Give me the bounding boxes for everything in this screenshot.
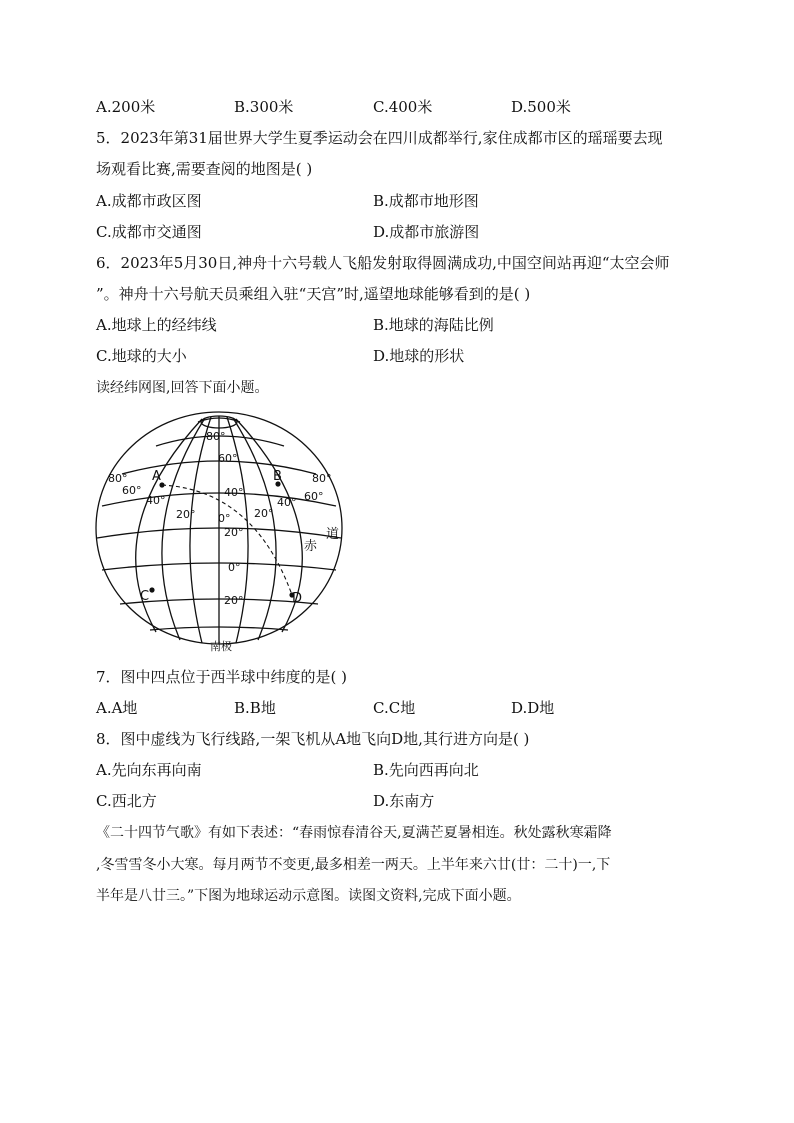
q6-option-b: B.地球的海陆比例 bbox=[373, 316, 494, 334]
q8-option-b: B.先向西再向北 bbox=[373, 761, 479, 779]
q5-stem-line2: 场观看比赛,需要查阅的地图是( ) bbox=[96, 160, 313, 178]
point-c-label: C bbox=[140, 589, 150, 604]
left-lon-80: 80° bbox=[108, 472, 128, 485]
lon-label-0: 0° bbox=[218, 512, 231, 525]
lat-label-20n: 20° bbox=[224, 526, 244, 539]
meridian-line bbox=[190, 417, 211, 643]
q8-stem: 8．图中虚线为飞行线路,一架飞机从A地飞向D地,其行进方向是( ) bbox=[96, 730, 530, 748]
equator-char-2: 道 bbox=[326, 527, 340, 542]
lat-label-80: 80° bbox=[206, 430, 226, 443]
q6-option-c: C.地球的大小 bbox=[96, 347, 187, 365]
right-lon-60: 60° bbox=[304, 490, 324, 503]
q7-option-c: C.C地 bbox=[373, 699, 416, 717]
lat-label-equator: 0° bbox=[228, 561, 241, 574]
point-a-label: A bbox=[152, 469, 161, 484]
right-lon-40: 40° bbox=[277, 496, 297, 509]
passage-line1: 《二十四节气歌》有如下表述：“春雨惊春清谷天,夏满芒夏暑相连。秋处露秋寒霜降 bbox=[96, 825, 612, 841]
equator-char-1: 赤 bbox=[304, 539, 318, 554]
q7-option-a: A.A地 bbox=[96, 699, 138, 717]
q7-option-b: B.B地 bbox=[234, 699, 276, 717]
q5-option-c: C.成都市交通图 bbox=[96, 223, 202, 241]
left-lon-20: 20° bbox=[176, 508, 196, 521]
right-lon-80: 80° bbox=[312, 472, 332, 485]
passage-line3: 半年是八廿三。”下图为地球运动示意图。读图文资料,完成下面小题。 bbox=[96, 888, 521, 904]
point-b-label: B bbox=[273, 469, 282, 484]
lat-label-60: 60° bbox=[218, 452, 238, 465]
globe-figure bbox=[94, 410, 346, 654]
q4-option-d: D.500米 bbox=[511, 98, 571, 116]
lat-label-40: 40° bbox=[224, 486, 244, 499]
q4-option-c: C.400米 bbox=[373, 98, 433, 116]
point-d-label: D bbox=[292, 591, 303, 606]
left-lon-40: 40° bbox=[146, 494, 166, 507]
q5-option-b: B.成都市地形图 bbox=[373, 192, 479, 210]
passage-line2: ,冬雪雪冬小大寒。每月两节不变更,最多相差一两天。上半年来六廿(廿：二十)一,下 bbox=[96, 857, 611, 873]
south-pole-label: 南极 bbox=[210, 640, 232, 653]
q5-option-a: A.成都市政区图 bbox=[96, 192, 202, 210]
q6-option-d: D.地球的形状 bbox=[373, 347, 465, 365]
q8-option-c: C.西北方 bbox=[96, 792, 157, 810]
point-c-dot bbox=[149, 587, 154, 592]
flight-path bbox=[162, 485, 292, 595]
lat-label-20s: 20° bbox=[224, 594, 244, 607]
q7-option-d: D.D地 bbox=[511, 699, 555, 717]
q6-option-a: A.地球上的经纬线 bbox=[96, 316, 217, 334]
q6-stem-line2: ”。神舟十六号航天员乘组入驻“天宫”时,遥望地球能够看到的是( ) bbox=[96, 285, 531, 303]
q7-stem: 7．图中四点位于西半球中纬度的是( ) bbox=[96, 668, 348, 686]
q4-option-b: B.300米 bbox=[234, 98, 294, 116]
q6-stem-line1: 6．2023年5月30日,神舟十六号载人飞船发射取得圆满成功,中国空间站再迎“太空会师 bbox=[96, 254, 670, 272]
q5-option-d: D.成都市旅游图 bbox=[373, 223, 480, 241]
left-lon-60: 60° bbox=[122, 484, 142, 497]
q8-option-a: A.先向东再向南 bbox=[96, 761, 202, 779]
map-intro: 读经纬网图,回答下面小题。 bbox=[96, 380, 269, 396]
q5-stem-line1: 5．2023年第31届世界大学生夏季运动会在四川成都举行,家住成都市区的瑶瑶要去现 bbox=[96, 129, 663, 147]
q4-option-a: A.200米 bbox=[96, 98, 156, 116]
q8-option-d: D.东南方 bbox=[373, 792, 435, 810]
lon-label-20: 20° bbox=[254, 507, 274, 520]
